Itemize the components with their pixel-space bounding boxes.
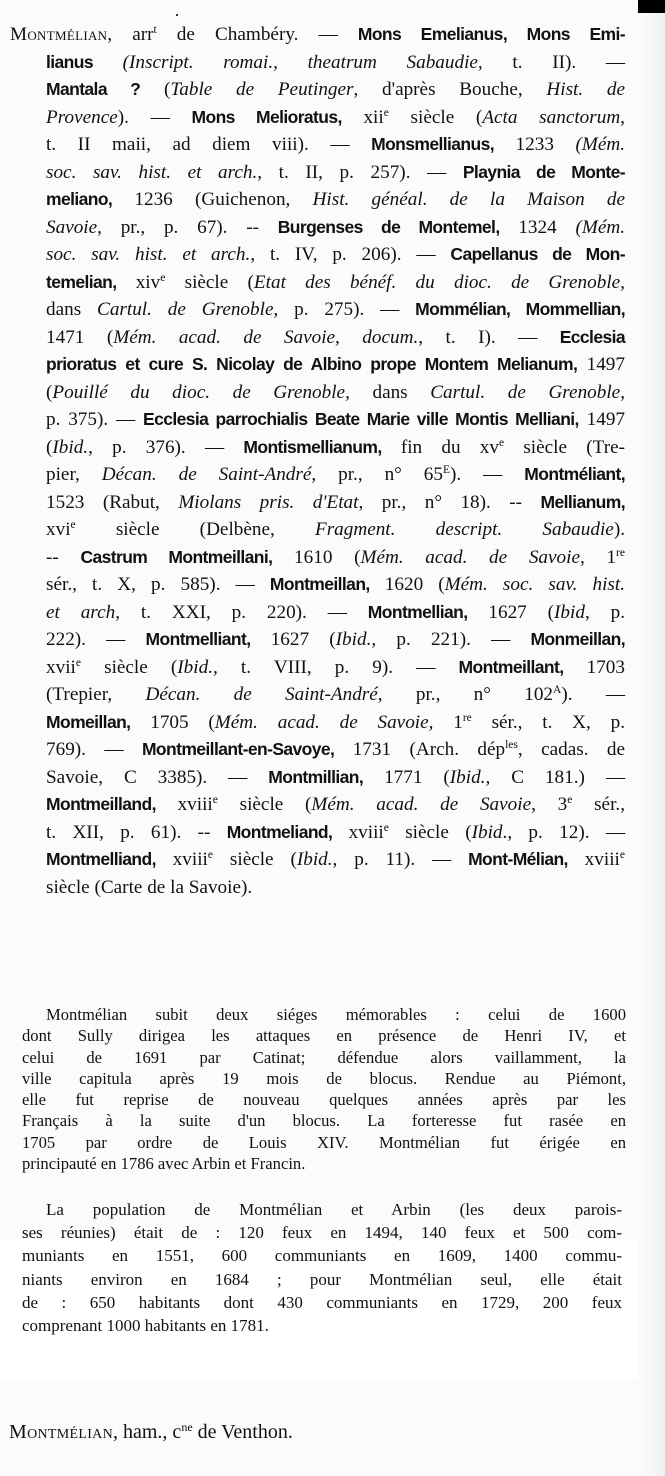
citation-title: Décan. de Saint-André [101,464,312,485]
entry-text: t. II). — [482,51,626,73]
history-paragraph [22,1004,626,1174]
entry-text: de Chambéry. — [156,24,358,45]
superscript: e [212,794,218,807]
citation-title: Cartul. de Grenoble [430,381,621,403]
citation-title: Hist. généal. de la Maison de [312,189,625,210]
historical-form: temelian, [46,271,117,292]
entry-text: p. 375). — [46,409,143,430]
entry-line [10,764,625,792]
entry-text: , p. 275). — [273,299,416,320]
superscript: re [462,711,472,724]
historical-form: Mantala ? [46,79,141,99]
entry-text: sér., [572,794,625,815]
historical-form: Ecclesia [559,326,625,347]
entry-text: sér., t. X, p. 585). — [46,574,270,595]
entry-text: 1233 [493,134,576,155]
entry-text: p. 221). — [376,629,531,650]
historical-form: Monsmellianus, [371,134,494,154]
superscript: e [70,519,76,532]
entry-line [10,516,625,544]
citation-title: Hist. de [546,79,625,100]
scan-speck [176,14,178,16]
historical-form: meliano, [46,189,113,209]
superscript: re [616,546,625,559]
historical-form: Montismellianum, [243,436,382,457]
citation-title: Ibid., [177,656,218,678]
entry-line [10,461,625,489]
historical-form: Montmeillan, [269,574,370,594]
superscript: e [383,106,389,119]
entry-text: 1627 ( [467,601,555,623]
entry-text: ( [46,381,53,403]
superscript: les [505,739,518,752]
entry-text: ). — [561,684,626,705]
entry-line [10,544,625,572]
entry-text: siècle ( [165,271,254,293]
entry-text: 1703 [563,656,625,678]
entry-text: ). [613,519,625,540]
entry-line [10,214,625,242]
superscript: ne [181,1419,193,1434]
citation-title: Mém. acad. de Savoie, [360,546,585,568]
entry-text: ). — [450,464,525,485]
historical-form: Mommélian, Mommellian, [415,299,625,319]
historical-form: Mons Melioratus, [191,106,342,127]
citation-title: Mém. soc. sav. hist. [444,574,626,595]
entry-text: ). — [117,106,192,128]
entry-text: xiv [116,271,161,293]
entry-text: siècle (Delbène, [75,519,315,540]
entry-text: siècle (Tre- [504,436,625,458]
entry-text: de Venthon. [192,1421,293,1443]
entry-line [10,296,625,324]
entry-text: C 181.) — [490,766,625,788]
entry-line [10,406,625,434]
historical-form: Momeillan, [46,711,131,732]
entry-text: t. II maii, ad diem viii). — [46,134,372,155]
entry-line [10,131,625,159]
entry-text: xviii [567,849,620,870]
entry-text: 1705 ( [130,711,215,733]
entry-text: xviii [155,794,213,815]
dictionary-entry-montmelian-chambery [10,21,625,901]
historical-form: lianus [46,51,93,72]
entry-text: , pr., n° 65 [311,464,443,485]
citation-title: soc. sav. hist. et arch. [46,244,251,265]
entry-text: siècle (Carte de la Savoie). [46,876,253,898]
citation-title: Décan. de Saint-André [145,684,378,705]
entry-text: , t. I). — [418,326,560,348]
entry-line [10,159,625,187]
paragraph-line: dont Sully dirigea les attaques en présence de Henri IV, et [22,1026,626,1046]
entry-text: , p. [584,601,626,623]
entry-text: ( [140,79,171,100]
superscript: e [619,849,625,862]
entry-line [10,819,625,847]
entry-line [10,351,625,379]
superscript: e [207,849,214,862]
historical-form: Montmelliand, [46,849,156,869]
superscript: E [442,464,451,477]
citation-title: Ibid [554,601,585,623]
historical-form: Montmillian, [268,766,364,787]
historical-form: Montmeillant, [458,656,564,677]
entry-text: , ham., c [113,1421,182,1443]
entry-text: p. 11). — [337,849,469,870]
entry-text: siècle ( [388,821,472,843]
entry-text: xviii [332,821,384,843]
entry-text: 222). — [46,629,146,650]
headword: Montmélian [10,24,108,45]
superscript: e [383,821,389,834]
entry-line [10,571,625,599]
entry-text: fin du xv [381,436,499,458]
entry-text: siècle ( [217,794,312,815]
entry-text: t. XII, p. 61). -- [46,821,227,843]
citation-title: Ibid [471,821,503,843]
paragraph-line: principauté en 1786 avec Arbin et Francin. [22,1154,306,1174]
citation-title: Mém. acad. de Savoie, docum. [113,326,419,348]
entry-text: 1 [584,546,617,568]
page-edge-shadow [643,0,665,1476]
historical-form: Ecclesia parrochialis Beate Marie ville Montis Melliani, [143,409,579,429]
entry-text: , p. 376). — [88,436,244,458]
entry-line [10,874,625,902]
entry-text: 1 [433,711,463,733]
population-paragraph [22,1198,622,1337]
citation-title: Provence [46,106,118,128]
superscript: e [498,436,505,449]
superscript: A [553,684,562,697]
paragraph-line: elle fut reprise de nouveau quelques années après par les [22,1090,626,1110]
paragraph-line: de : 650 habitants dont 430 communiants en 1729, 200 feux [22,1292,622,1312]
entry-text: 1497 [577,354,625,375]
entry-line [10,104,625,132]
entry-text: ., p. 12). — [502,821,626,843]
citation-title: Cartul. de Grenoble [97,299,274,320]
paragraph-line: niants environ en 1684 ; pour Montmélian seul, elle était [22,1269,622,1289]
paragraph-line: muniants en 1551, 600 communiants en 1609, 1400 commu- [22,1246,622,1266]
paragraph-line: Montmélian subit deux siéges mémorables : celui de 1600 [46,1005,626,1024]
citation-title: Fragment. descript. Sabaudie [314,519,614,540]
entry-text: 1627 ( [250,629,336,650]
entry-line [10,186,625,214]
entry-text: 1236 (Guichenon, [112,189,313,210]
entry-text: 1620 ( [369,574,445,595]
historical-form: Montmelliant, [145,629,251,649]
entry-text: , cadas. de [517,739,625,760]
historical-form: Castrum Montmeillani, [80,546,273,567]
headword: Montmélian [9,1421,113,1443]
entry-line [10,599,625,627]
paragraph-line: ville capitula après 19 mois de blocus. Rendue au Piémont, [22,1068,626,1088]
entry-text: 1771 ( [363,766,450,788]
entry-text: 1731 (Arch. dép [334,739,506,760]
entry-line [10,21,625,49]
citation-title: soc. sav. hist. et arch. [46,161,258,183]
citation-title: Mém. acad. de Savoie, [214,711,434,733]
historical-form: Playnia de Monte- [462,161,626,182]
entry-line [10,791,625,819]
entry-text: dans [349,381,431,403]
entry-text: , t. XXI, p. 220). — [115,601,368,623]
entry-text: pier, [46,464,102,485]
entry-line [10,76,625,104]
superscript: e [75,656,81,669]
entry-line [10,736,625,764]
entry-text: 1497 [578,409,626,430]
citation-title: Acta sanctorum, [482,106,625,128]
superscript: t [153,24,157,37]
citation-title: Ibid. [52,436,89,458]
entry-text: 1324 [499,216,576,238]
entry-text: , [620,381,625,403]
citation-title: (Inscript. romai., theatrum Sabaudie, [122,51,483,73]
historical-form: Mellianum, [540,491,625,512]
entry-text: , pr., n° 18). -- [358,491,541,513]
entry-line [10,324,625,352]
historical-form: Burgenses de Montemel, [277,216,500,237]
entry-text: -- [46,546,81,568]
historical-form: Mons Emelianus, Mons Emi- [357,24,625,44]
entry-text: 3 [535,794,568,815]
historical-form: prioratus et cure S. Nicolay de Albino prope Montem Melianum, [46,354,578,374]
entry-line [10,49,625,77]
entry-text: , t. IV, p. 206). — [250,244,451,265]
entry-text [93,52,123,73]
entry-text: xviii [155,849,208,870]
entry-text: (Trepier, [46,684,146,705]
paragraph-line: comprenant 1000 habitants en 1781. [22,1316,269,1336]
entry-text: Savoie, C 3385). — [46,766,269,788]
historical-form: Montmeilland, [46,794,156,814]
citation-title: Etat des bénéf. du dioc. de Grenoble, [253,271,625,293]
paragraph-line: celui de 1691 par Catinat; défendue alors vaillamment, la [22,1047,626,1067]
entry-text: siècle ( [80,656,178,678]
scan-corner-mark [638,0,665,13]
historical-form: Montmeillant-en-Savoye, [141,739,335,759]
entry-line [10,846,625,874]
entry-text: 1523 (Rabut, [46,491,179,513]
citation-title: Miolans pris. d'Etat [178,491,359,513]
citation-title: Table de Peutinger [170,79,354,100]
entry-text: sér., t. X, p. [471,711,625,733]
paragraph-line: Français à la suite d'un blocus. La forteresse fut rasée en [22,1111,626,1131]
entry-text: 769). — [46,739,142,760]
citation-title: (Mém. [575,216,626,238]
entry-text: , d'après Bouche, [353,79,547,100]
paragraph-line: ses réunies) était de : 120 feux en 1494, 140 feux et 500 com- [22,1223,622,1243]
citation-title: Pouillé du dioc. de Grenoble, [52,381,350,403]
historical-form: Mont-Mélian, [468,849,568,869]
historical-form: Capellanus de Mon- [450,244,625,264]
entry-text: , t. II, p. 257). — [257,161,463,183]
entry-text: xii [341,106,384,128]
citation-title: Ibid., [335,629,377,650]
entry-text: siècle ( [388,106,483,128]
citation-title: Ibid., [449,766,491,788]
entry-text: siècle ( [213,849,297,870]
entry-text: , pr., n° 102 [377,684,554,705]
entry-text: xvi [46,519,71,540]
entry-text: 1610 ( [272,546,361,568]
citation-title: (Mém. [575,134,626,155]
entry-text: , pr., p. 67). -- [97,216,278,238]
historical-form: Monmeillan, [530,629,625,649]
entry-text: , arr [107,24,154,45]
entry-line [10,681,625,709]
historical-form: Montmellian, [367,601,468,622]
historical-form: Montméliant, [524,464,625,484]
citation-title: Savoie [46,216,98,238]
entry-line [10,709,625,737]
superscript: e [567,794,573,807]
historical-form: Montmeliand, [226,821,333,842]
citation-title: et arch [46,601,116,623]
entry-text: ( [46,436,53,458]
entry-text: dans [46,299,98,320]
entry-text: t. VIII, p. 9). — [217,656,459,678]
dictionary-entry-montmelian-venthon [9,1419,293,1445]
citation-title: Ibid., [296,849,338,870]
entry-line [10,489,625,517]
entry-line [10,269,625,297]
paragraph-line: 1705 par ordre de Louis XIV. Montmélian fut érigée en [22,1132,626,1152]
entry-line [10,434,625,462]
entry-text: 1471 ( [46,326,114,348]
entry-line [10,241,625,269]
entry-line [10,626,625,654]
citation-title: Mém. acad. de Savoie, [311,794,536,815]
entry-text: xvii [46,656,76,678]
paragraph-line: La population de Montmélian et Arbin (les deux parois- [46,1200,622,1219]
entry-line [10,379,625,407]
entry-line [10,654,625,682]
superscript: e [160,271,166,284]
